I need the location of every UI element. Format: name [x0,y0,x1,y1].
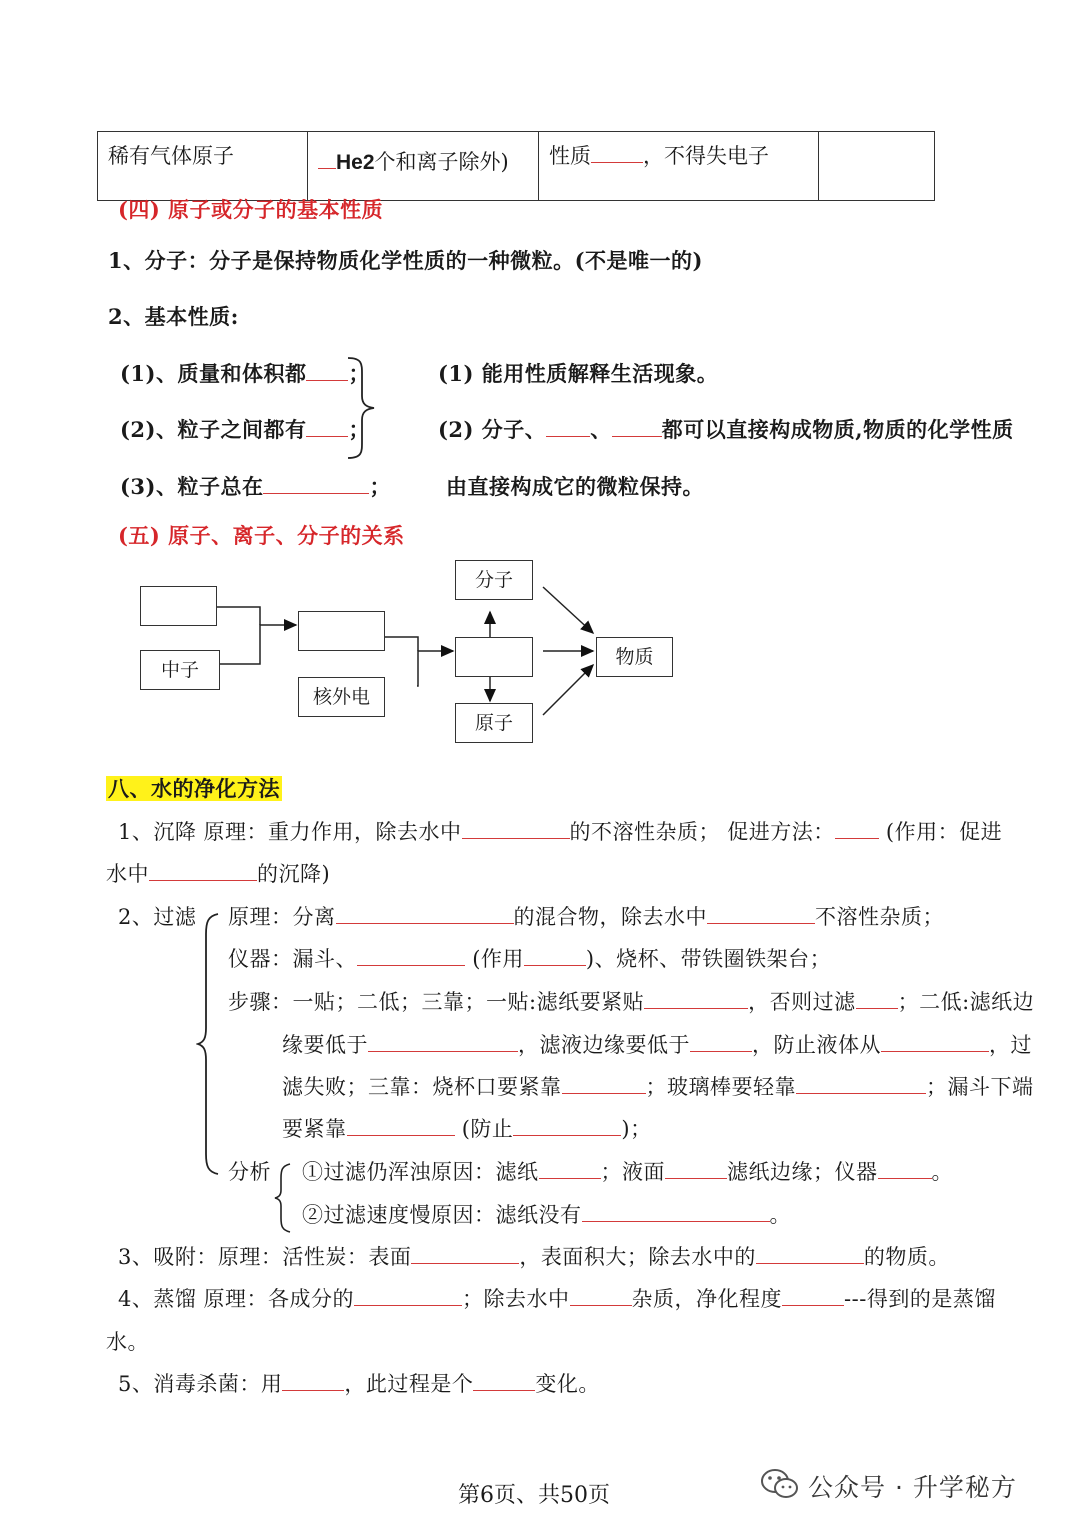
filtration-steps-1: 步骤：一贴；二低；三靠；一贴:滤纸要紧贴 ，否则过滤 ；二低:滤纸边 [228,990,1035,1014]
matter-box: 物质 [596,637,673,677]
right-brace-icon [340,354,380,462]
left-brace-icon [196,910,226,1178]
table-cell-4 [819,132,935,201]
filtration-principle: 原理：分离 的混合物，除去水中 不溶性杂质； [228,905,944,929]
section-8-title: 八、水的净化方法 [108,776,280,801]
neutron-box: 中子 [140,650,220,690]
table-cell-2: He2个和离子除外) [308,132,539,201]
analysis-label: 分析 [228,1160,271,1184]
proton-box [140,586,217,626]
wechat-icon [760,1467,800,1501]
filtration-steps-2: 缘要低于 ，滤液边缘要低于 ，防止液体从 ，过 [282,1033,1032,1057]
watermark: 公众号 · 升学秘方 [808,1473,1017,1502]
property-1: (1)、质量和体积都 ； [120,361,370,386]
disinfection-line: 5、消毒杀菌：用 ，此过程是个 变化。 [118,1372,600,1396]
analysis-brace-icon [272,1160,296,1236]
page-number: 第6页、共50页 [458,1483,610,1508]
ion-box [455,637,533,677]
sedimentation-line-2: 水中 的沉降) [106,862,331,886]
nucleus-box [298,611,385,651]
analysis-turbid: ①过滤仍浑浊原因：滤纸 ；液面 滤纸边缘；仪器 。 [302,1160,953,1184]
property-3: (3)、粒子总在 ； [120,474,391,499]
analysis-slow: ②过滤速度慢原因：滤纸没有 。 [302,1203,791,1227]
filtration-instruments: 仪器：漏斗、 (作用 )、烧杯、带铁圈铁架台； [228,947,832,971]
sedimentation-line-1: 1、沉降 原理：重力作用，除去水中 的不溶性杂质； 促进方法： (作用：促进 [118,820,1003,844]
distillation-line-2: 水。 [106,1330,149,1354]
property-2: (2)、粒子之间都有 ； [120,417,370,442]
molecule-definition: 1、分子：分子是保持物质化学性质的一种微粒。(不是唯一的) [108,248,703,273]
filtration-steps-4: 要紧靠 (防止 )； [282,1117,652,1141]
filtration-steps-3: 滤失败；三靠：烧杯口要紧靠 ；玻璃棒要轻靠 ；漏斗下端 [282,1075,1034,1099]
molecule-box: 分子 [455,560,533,600]
electron-box: 核外电 [298,677,385,717]
distillation-line-1: 4、蒸馏 原理：各成分的 ；除去水中 杂质，净化程度 ---得到的是蒸馏 [118,1287,996,1311]
table-cell-1: 稀有气体原子 [98,132,308,201]
atom-box: 原子 [455,703,533,743]
top-table [97,131,935,201]
basic-properties-heading: 2、基本性质: [108,304,239,329]
application-1: (1) 能用性质解释生活现象。 [438,361,719,386]
section-5-title: (五) 原子、离子、分子的关系 [118,523,405,548]
section-4-title: (四) 原子或分子的基本性质 [118,197,384,222]
table-cell-3: 性质 ，不得失电子 [539,132,819,201]
application-2: (2) 分子、 、 都可以直接构成物质,物质的化学性质 [438,417,1014,442]
adsorption-line: 3、吸附：原理：活性炭：表面 ，表面积大；除去水中的 的物质。 [118,1245,950,1269]
filtration-heading: 2、过滤 [118,905,197,929]
application-2-cont: 由直接构成它的微粒保持。 [446,474,704,499]
